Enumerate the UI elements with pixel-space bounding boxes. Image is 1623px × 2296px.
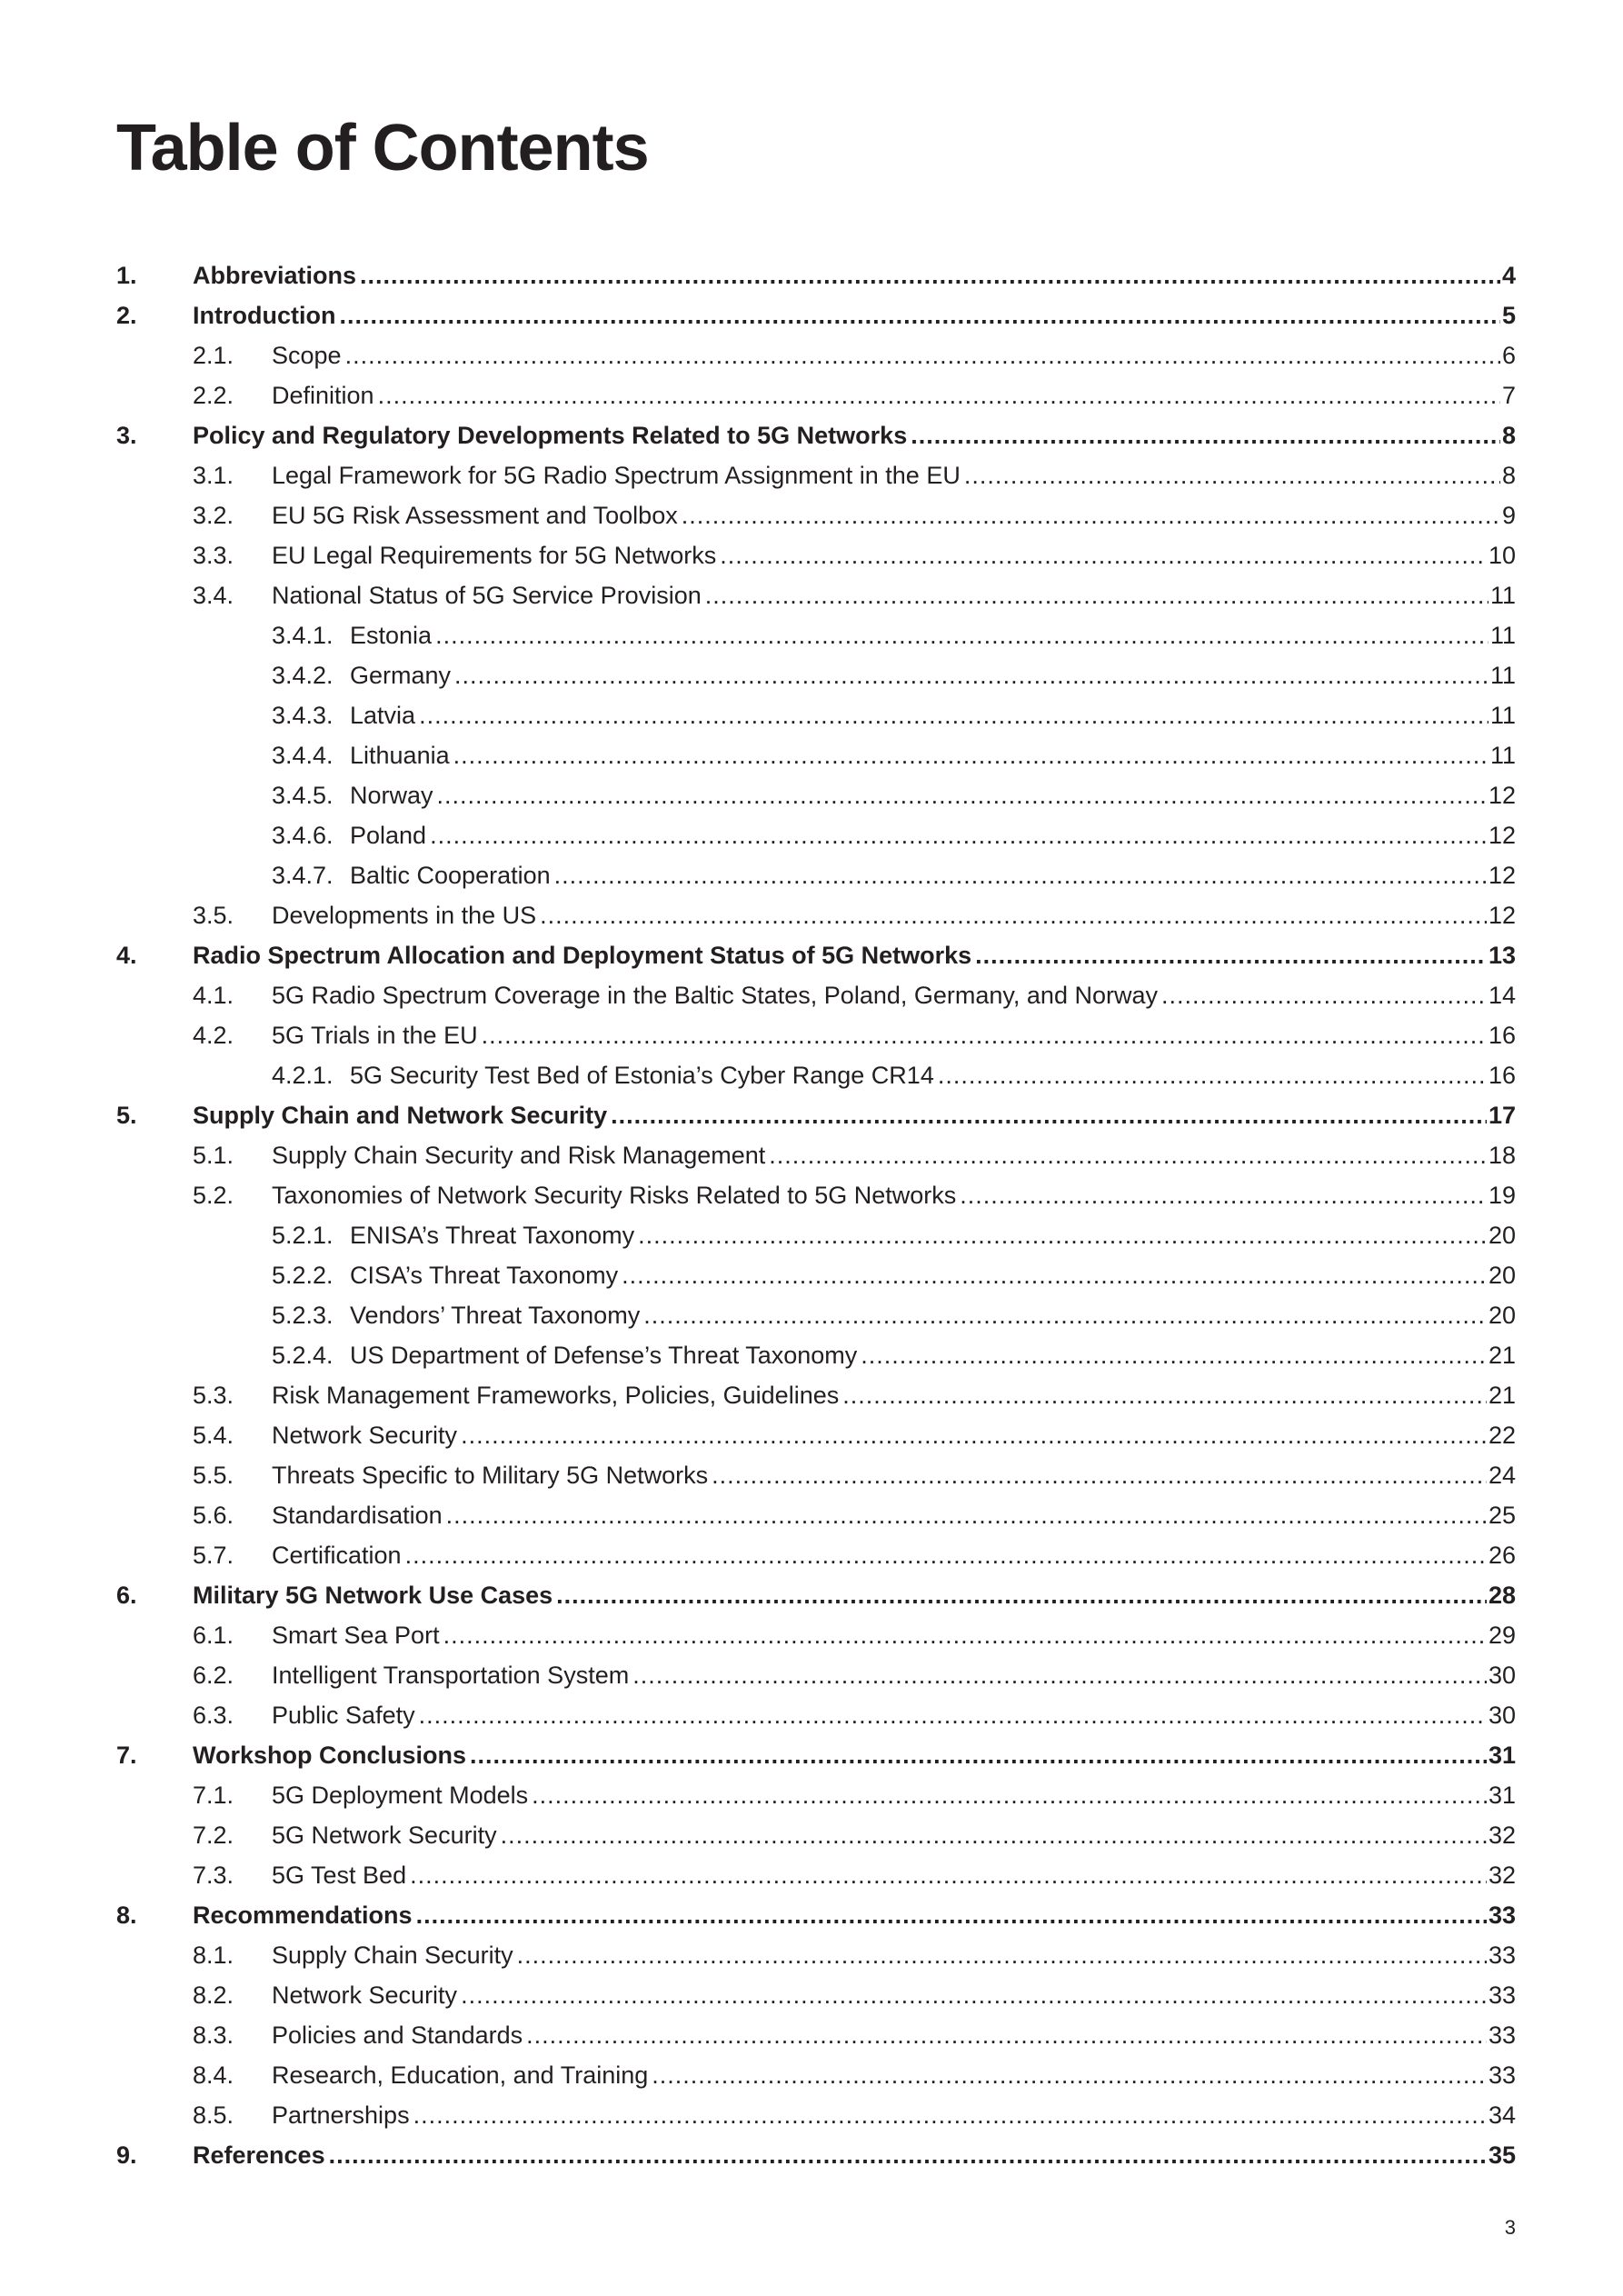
- dot-leader: [622, 1262, 1487, 1290]
- toc-entry-number: 8.1.: [193, 1942, 234, 1969]
- toc-entry-page: 33: [1488, 2061, 1516, 2089]
- toc-entry-title: Military 5G Network Use Cases: [193, 1582, 553, 1609]
- toc-entry-number: 3.5.: [193, 902, 234, 929]
- toc-entry[interactable]: [116, 742, 1516, 782]
- dot-leader: [454, 662, 1489, 690]
- toc-entry[interactable]: [116, 1782, 1516, 1822]
- toc-entry-title: Supply Chain Security: [272, 1942, 513, 1969]
- toc-entry[interactable]: [116, 1182, 1516, 1222]
- toc-entry-number: 7.2.: [193, 1822, 234, 1849]
- dot-leader: [339, 302, 1500, 330]
- dot-leader: [435, 622, 1489, 650]
- toc-entry-title: Developments in the US: [272, 902, 537, 929]
- toc-entry-number: 9.: [116, 2141, 137, 2169]
- page-title: Table of Contents: [116, 112, 649, 185]
- toc-entry-title: Abbreviations: [193, 262, 357, 289]
- toc-entry-title: 5G Test Bed: [272, 1862, 407, 1889]
- toc-entry-page: 19: [1488, 1182, 1516, 1209]
- toc-entry-number: 2.: [116, 302, 137, 329]
- toc-entry-title: Network Security: [272, 1982, 458, 2009]
- toc-entry[interactable]: [116, 342, 1516, 382]
- dot-leader: [975, 942, 1487, 970]
- toc-entry-number: 8.: [116, 1902, 137, 1929]
- dot-leader: [632, 1662, 1487, 1690]
- toc-entry-number: 3.3.: [193, 542, 234, 569]
- toc-entry-page: 11: [1489, 742, 1516, 769]
- dot-leader: [413, 2101, 1487, 2130]
- toc-entry-number: 5.3.: [193, 1382, 234, 1409]
- toc-entry-page: 22: [1488, 1422, 1516, 1449]
- toc-entry-page: 26: [1488, 1542, 1516, 1569]
- toc-entry-number: 3.4.: [193, 582, 234, 609]
- toc-entry[interactable]: [116, 782, 1516, 822]
- toc-entry-page: 11: [1489, 582, 1516, 609]
- dot-leader: [378, 382, 1500, 410]
- toc-entry[interactable]: [116, 862, 1516, 902]
- toc-entry-number: 6.1.: [193, 1622, 234, 1649]
- toc-entry-number: 7.3.: [193, 1862, 234, 1889]
- dot-leader: [416, 1902, 1487, 1930]
- dot-leader: [769, 1142, 1487, 1170]
- toc-entry-page: 20: [1488, 1262, 1516, 1289]
- toc-entry-title: Latvia: [350, 702, 416, 729]
- toc-entry-page: 30: [1488, 1702, 1516, 1729]
- toc-entry-number: 4.: [116, 942, 137, 969]
- toc-entry-page: 4: [1501, 262, 1516, 289]
- toc-entry-title: National Status of 5G Service Provision: [272, 582, 702, 609]
- toc-entry[interactable]: [116, 1342, 1516, 1382]
- dot-leader: [470, 1742, 1487, 1770]
- dot-leader: [720, 542, 1487, 570]
- toc-entry-title: Risk Management Frameworks, Policies, Guidelines: [272, 1382, 840, 1409]
- toc-entry[interactable]: [116, 702, 1516, 742]
- toc-entry-page: 33: [1488, 1942, 1516, 1969]
- toc-entry[interactable]: [116, 1102, 1516, 1142]
- toc-entry-title: Supply Chain and Network Security: [193, 1102, 608, 1129]
- toc-entry-page: 25: [1488, 1502, 1516, 1529]
- toc-entry-number: 5.4.: [193, 1422, 234, 1449]
- toc-entry-title: 5G Radio Spectrum Coverage in the Baltic States, Poland, Germany, and Norway: [272, 982, 1158, 1009]
- toc-entry-page: 16: [1488, 1022, 1516, 1049]
- toc-entry-title: Intelligent Transportation System: [272, 1662, 630, 1689]
- toc-entry-title: Certification: [272, 1542, 402, 1569]
- dot-leader: [540, 902, 1487, 930]
- toc-entry-page: 32: [1488, 1862, 1516, 1889]
- toc-entry[interactable]: [116, 942, 1516, 982]
- toc-entry[interactable]: [116, 382, 1516, 422]
- toc-entry-title: References: [193, 2141, 325, 2169]
- dot-leader: [842, 1382, 1487, 1410]
- toc-entry-number: 5.2.: [193, 1182, 234, 1209]
- toc-entry[interactable]: [116, 662, 1516, 702]
- toc-entry[interactable]: [116, 1982, 1516, 2021]
- toc-entry-title: Research, Education, and Training: [272, 2061, 649, 2089]
- toc-entry-page: 31: [1488, 1782, 1516, 1809]
- toc-entry-page: 24: [1488, 1462, 1516, 1489]
- toc-entry-title: 5G Trials in the EU: [272, 1022, 478, 1049]
- dot-leader: [960, 1182, 1487, 1210]
- dot-leader: [861, 1342, 1487, 1370]
- dot-leader: [461, 1982, 1487, 2010]
- toc-entry-title: EU Legal Requirements for 5G Networks: [272, 542, 717, 569]
- toc-entry[interactable]: [116, 2101, 1516, 2141]
- toc-entry-page: 28: [1488, 1582, 1516, 1609]
- toc-entry-number: 3.4.7.: [272, 862, 334, 889]
- dot-leader: [410, 1862, 1487, 1890]
- toc-entry-number: 6.3.: [193, 1702, 234, 1729]
- toc-entry[interactable]: [116, 422, 1516, 462]
- dot-leader: [526, 2021, 1487, 2050]
- toc-entry[interactable]: [116, 1222, 1516, 1262]
- toc-entry-title: Workshop Conclusions: [193, 1742, 467, 1769]
- toc-entry-title: Threats Specific to Military 5G Networks: [272, 1462, 709, 1489]
- dot-leader: [705, 582, 1489, 610]
- toc-entry-page: 9: [1501, 502, 1516, 529]
- toc-entry-page: 20: [1488, 1222, 1516, 1249]
- toc-entry[interactable]: [116, 1942, 1516, 1982]
- toc-entry-number: 5.2.2.: [272, 1262, 334, 1289]
- toc-entry[interactable]: [116, 1902, 1516, 1942]
- toc-entry[interactable]: [116, 1422, 1516, 1462]
- toc-entry-number: 4.1.: [193, 982, 234, 1009]
- dot-leader: [419, 1702, 1487, 1730]
- toc-entry[interactable]: [116, 2061, 1516, 2101]
- toc-entry-number: 3.4.1.: [272, 622, 334, 649]
- toc-entry-title: 5G Deployment Models: [272, 1782, 529, 1809]
- toc-entry-number: 5.5.: [193, 1462, 234, 1489]
- toc-entry-page: 12: [1488, 782, 1516, 809]
- dot-leader: [911, 422, 1500, 450]
- toc-entry-page: 34: [1488, 2101, 1516, 2129]
- dot-leader: [461, 1422, 1487, 1450]
- toc-entry-page: 18: [1488, 1142, 1516, 1169]
- toc-entry-title: Supply Chain Security and Risk Management: [272, 1142, 766, 1169]
- toc-entry[interactable]: [116, 262, 1516, 302]
- dot-leader: [1161, 982, 1487, 1010]
- toc-entry-title: Baltic Cooperation: [350, 862, 551, 889]
- dot-leader: [345, 342, 1500, 370]
- toc-entry-title: Policy and Regulatory Developments Related to 5G Networks: [193, 422, 908, 449]
- toc-entry[interactable]: [116, 822, 1516, 862]
- toc-entry-title: Smart Sea Port: [272, 1622, 440, 1649]
- toc-entry-title: Definition: [272, 382, 374, 409]
- toc-entry-number: 3.2.: [193, 502, 234, 529]
- toc-entry-number: 1.: [116, 262, 137, 289]
- toc-entry-number: 8.2.: [193, 1982, 234, 2009]
- toc-entry[interactable]: [116, 622, 1516, 662]
- toc-entry-page: 11: [1489, 622, 1516, 649]
- toc-entry-title: 5G Network Security: [272, 1822, 497, 1849]
- dot-leader: [638, 1222, 1487, 1250]
- toc-entry-page: 21: [1488, 1342, 1516, 1369]
- dot-leader: [443, 1622, 1487, 1650]
- toc-entry-title: Scope: [272, 342, 342, 369]
- toc-entry[interactable]: [116, 1062, 1516, 1102]
- toc-entry-number: 6.: [116, 1582, 137, 1609]
- dot-leader: [437, 782, 1487, 810]
- toc-entry-number: 8.4.: [193, 2061, 234, 2089]
- toc-entry[interactable]: [116, 302, 1516, 342]
- toc-entry-title: EU 5G Risk Assessment and Toolbox: [272, 502, 678, 529]
- toc-entry-title: Standardisation: [272, 1502, 443, 1529]
- toc-entry-page: 5: [1501, 302, 1516, 329]
- toc-entry-title: Introduction: [193, 302, 336, 329]
- toc-entry-page: 13: [1488, 942, 1516, 969]
- toc-entry-title: Norway: [350, 782, 433, 809]
- toc-entry[interactable]: [116, 542, 1516, 582]
- toc-entry-title: Poland: [350, 822, 427, 849]
- dot-leader: [482, 1022, 1487, 1050]
- toc-entry-page: 21: [1488, 1382, 1516, 1409]
- toc-entry[interactable]: [116, 1462, 1516, 1502]
- toc-entry-title: Partnerships: [272, 2101, 410, 2129]
- toc-entry-number: 2.1.: [193, 342, 234, 369]
- toc-entry-title: Recommendations: [193, 1902, 413, 1929]
- toc-entry-number: 6.2.: [193, 1662, 234, 1689]
- toc-entry-title: Vendors’ Threat Taxonomy: [350, 1302, 641, 1329]
- toc-entry-page: 20: [1488, 1302, 1516, 1329]
- toc-entry[interactable]: [116, 1302, 1516, 1342]
- toc-entry-number: 8.5.: [193, 2101, 234, 2129]
- toc-entry-title: CISA’s Threat Taxonomy: [350, 1262, 619, 1289]
- toc-entry-page: 11: [1489, 662, 1516, 689]
- toc-entry-number: 4.2.: [193, 1022, 234, 1049]
- dot-leader: [501, 1822, 1487, 1850]
- toc-entry-number: 5.2.4.: [272, 1342, 334, 1369]
- toc-entry-page: 8: [1501, 422, 1516, 449]
- toc-entry-number: 3.4.4.: [272, 742, 334, 769]
- toc-entry-title: Legal Framework for 5G Radio Spectrum Assignment in the EU: [272, 462, 961, 489]
- toc-entry-page: 31: [1488, 1742, 1516, 1769]
- toc-entry-number: 8.3.: [193, 2021, 234, 2049]
- toc-entry-number: 3.4.5.: [272, 782, 334, 809]
- toc-entry[interactable]: [116, 1502, 1516, 1542]
- toc-entry[interactable]: [116, 1382, 1516, 1422]
- toc-entry-number: 4.2.1.: [272, 1062, 334, 1089]
- toc-entry-page: 10: [1488, 542, 1516, 569]
- table-of-contents: [116, 262, 1516, 2181]
- toc-entry[interactable]: [116, 982, 1516, 1022]
- toc-entry-page: 14: [1488, 982, 1516, 1009]
- toc-entry-number: 3.1.: [193, 462, 234, 489]
- dot-leader: [329, 2141, 1487, 2170]
- toc-entry-page: 12: [1488, 862, 1516, 889]
- dot-leader: [453, 742, 1489, 770]
- toc-entry-number: 3.4.6.: [272, 822, 334, 849]
- dot-leader: [556, 1582, 1487, 1610]
- toc-entry-number: 2.2.: [193, 382, 234, 409]
- dot-leader: [964, 462, 1500, 490]
- toc-entry-page: 12: [1488, 902, 1516, 929]
- dot-leader: [643, 1302, 1487, 1330]
- dot-leader: [360, 262, 1500, 290]
- toc-entry[interactable]: [116, 1702, 1516, 1742]
- toc-entry[interactable]: [116, 1582, 1516, 1622]
- toc-entry-number: 5.2.3.: [272, 1302, 334, 1329]
- toc-entry-page: 33: [1488, 1902, 1516, 1929]
- toc-entry[interactable]: [116, 1022, 1516, 1062]
- toc-entry-page: 6: [1501, 342, 1516, 369]
- dot-leader: [430, 822, 1487, 850]
- dot-leader: [938, 1062, 1487, 1090]
- toc-entry[interactable]: [116, 902, 1516, 942]
- toc-entry-number: 3.: [116, 422, 137, 449]
- toc-entry-page: 17: [1488, 1102, 1516, 1129]
- toc-entry[interactable]: [116, 1262, 1516, 1302]
- toc-entry[interactable]: [116, 2141, 1516, 2181]
- dot-leader: [517, 1942, 1487, 1970]
- toc-entry[interactable]: [116, 1662, 1516, 1702]
- toc-entry-title: Estonia: [350, 622, 433, 649]
- toc-entry-title: Network Security: [272, 1422, 458, 1449]
- toc-entry-title: Lithuania: [350, 742, 450, 769]
- dot-leader: [405, 1542, 1487, 1570]
- toc-entry-page: 33: [1488, 2021, 1516, 2049]
- dot-leader: [611, 1102, 1487, 1130]
- toc-entry-page: 35: [1488, 2141, 1516, 2169]
- toc-entry-number: 5.7.: [193, 1542, 234, 1569]
- toc-entry[interactable]: [116, 1742, 1516, 1782]
- toc-entry-title: 5G Security Test Bed of Estonia’s Cyber Range CR14: [350, 1062, 934, 1089]
- toc-entry-page: 8: [1501, 462, 1516, 489]
- toc-entry-title: Germany: [350, 662, 452, 689]
- dot-leader: [652, 2061, 1487, 2090]
- toc-entry-number: 5.6.: [193, 1502, 234, 1529]
- toc-entry[interactable]: [116, 1542, 1516, 1582]
- toc-entry[interactable]: [116, 582, 1516, 622]
- toc-entry-page: 16: [1488, 1062, 1516, 1089]
- toc-entry-number: 5.1.: [193, 1142, 234, 1169]
- toc-entry-number: 5.: [116, 1102, 137, 1129]
- toc-entry-number: 3.4.3.: [272, 702, 334, 729]
- toc-entry-page: 7: [1501, 382, 1516, 409]
- toc-entry-title: ENISA’s Threat Taxonomy: [350, 1222, 635, 1249]
- toc-entry[interactable]: [116, 1142, 1516, 1182]
- toc-entry[interactable]: [116, 1622, 1516, 1662]
- toc-entry-page: 30: [1488, 1662, 1516, 1689]
- toc-entry-page: 11: [1489, 702, 1516, 729]
- toc-entry-title: Taxonomies of Network Security Risks Related to 5G Networks: [272, 1182, 957, 1209]
- toc-entry[interactable]: [116, 1822, 1516, 1862]
- toc-entry-page: 29: [1488, 1622, 1516, 1649]
- toc-entry-number: 5.2.1.: [272, 1222, 334, 1249]
- page-number: 3: [1504, 2216, 1516, 2239]
- dot-leader: [712, 1462, 1487, 1490]
- toc-entry-page: 12: [1488, 822, 1516, 849]
- toc-entry[interactable]: [116, 1862, 1516, 1902]
- dot-leader: [554, 862, 1487, 890]
- dot-leader: [682, 502, 1500, 530]
- dot-leader: [419, 702, 1489, 730]
- toc-entry-number: 7.: [116, 1742, 137, 1769]
- dot-leader: [446, 1502, 1487, 1530]
- toc-entry-title: Public Safety: [272, 1702, 415, 1729]
- toc-entry-title: US Department of Defense’s Threat Taxonomy: [350, 1342, 858, 1369]
- toc-entry-title: Radio Spectrum Allocation and Deployment Status of 5G Networks: [193, 942, 972, 969]
- toc-entry-title: Policies and Standards: [272, 2021, 523, 2049]
- toc-entry[interactable]: [116, 2021, 1516, 2061]
- toc-entry[interactable]: [116, 502, 1516, 542]
- toc-entry-number: 7.1.: [193, 1782, 234, 1809]
- toc-entry-page: 33: [1488, 1982, 1516, 2009]
- toc-entry-number: 3.4.2.: [272, 662, 334, 689]
- toc-entry-page: 32: [1488, 1822, 1516, 1849]
- toc-entry[interactable]: [116, 462, 1516, 502]
- dot-leader: [532, 1782, 1487, 1810]
